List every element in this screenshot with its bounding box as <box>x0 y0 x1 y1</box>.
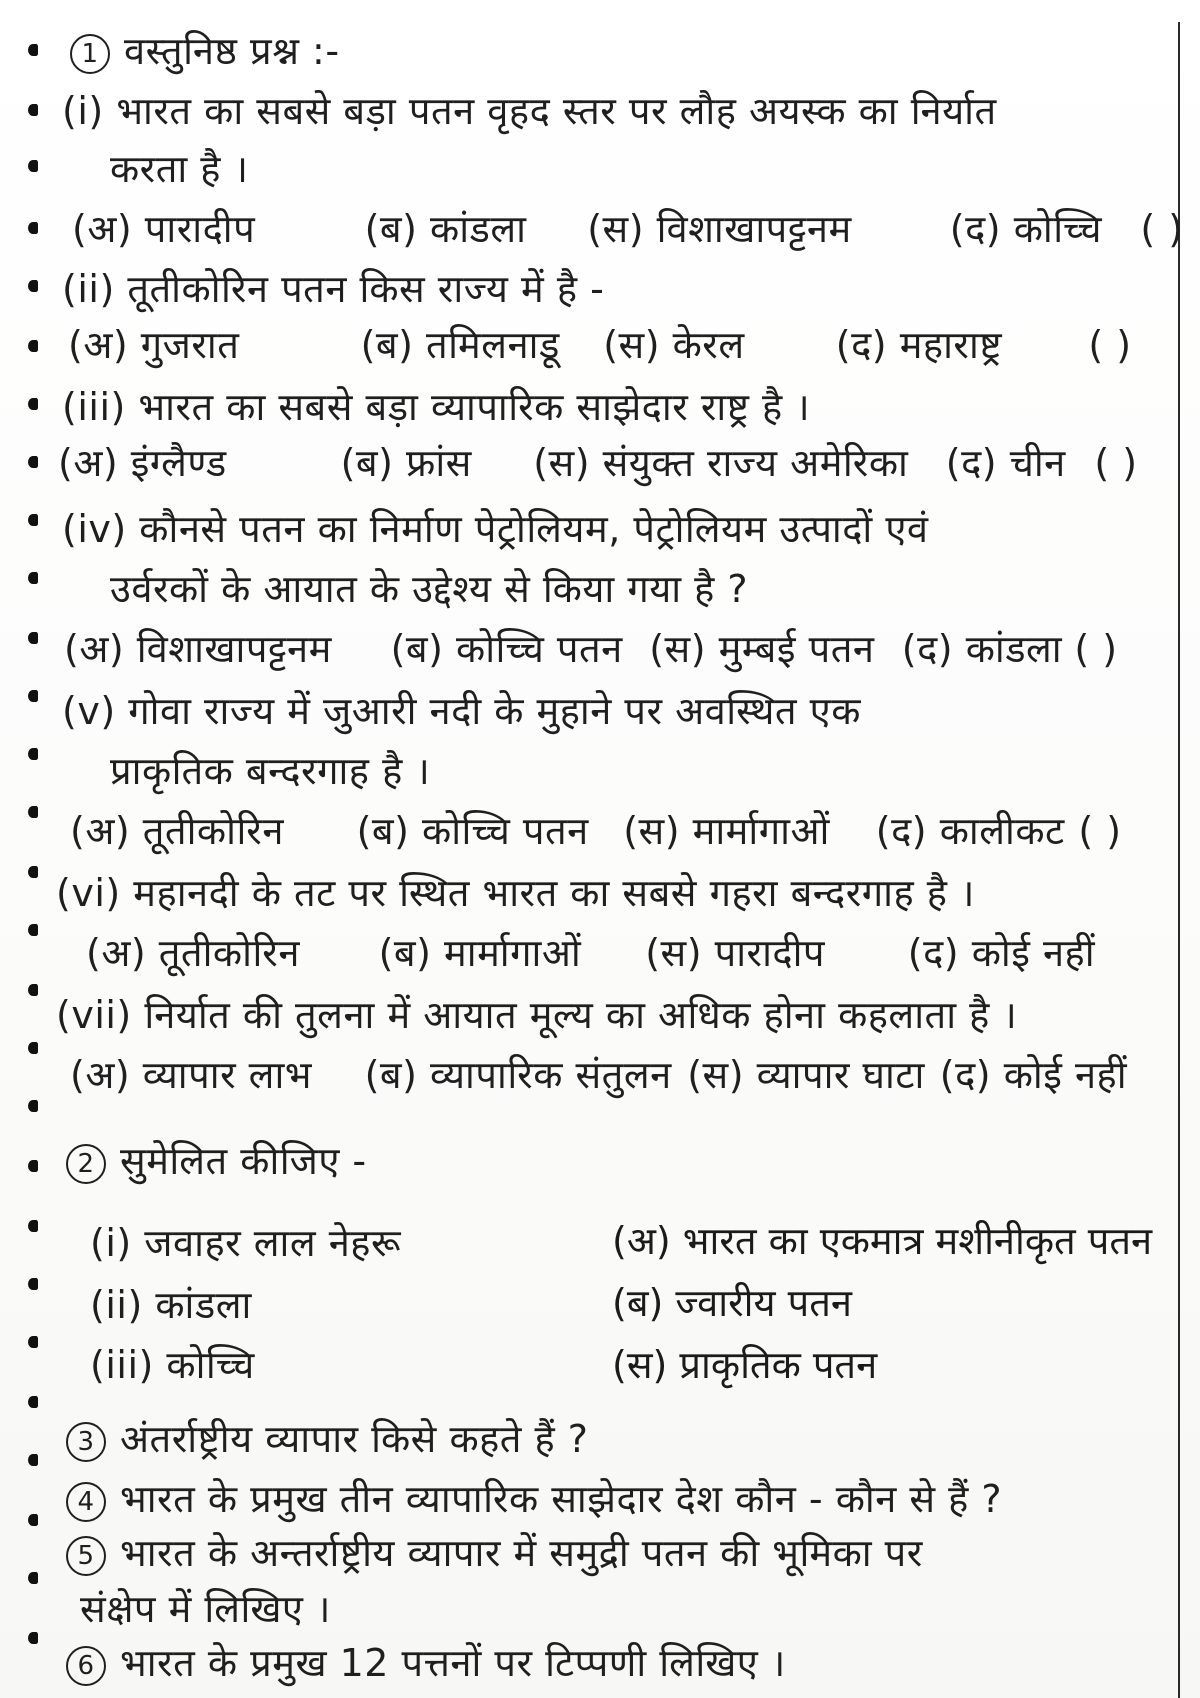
item-text: महानदी के तट पर स्थित भारत का सबसे गहरा बन्दरगाह है । <box>133 871 975 915</box>
option-b: (ब) कांडला <box>364 207 527 251</box>
item-text: भारत का सबसे बड़ा व्यापारिक साझेदार राष्ट्र है । <box>138 385 811 429</box>
item-text: तूतीकोरिन पतन किस राज्य में है - <box>127 267 605 311</box>
option-d: (द) कालीकट <box>875 809 1065 853</box>
item-label: (i) <box>62 89 104 133</box>
match-right-c: (स) प्राकृतिक पतन <box>612 1343 878 1387</box>
binder-bullet <box>28 1220 38 1232</box>
binder-bullet <box>28 222 38 234</box>
q1-item-v-cont <box>110 749 431 793</box>
q1-item-vii <box>56 993 1018 1037</box>
q4-text: भारत के प्रमुख तीन व्यापारिक साझेदार देश कौन - कौन से हैं ? <box>120 1477 1003 1521</box>
option-b: (ब) व्यापारिक संतुलन <box>364 1053 672 1097</box>
answer-blank: ( ) <box>1140 207 1184 251</box>
option-d: (द) कोई नहीं <box>939 1053 1128 1097</box>
q1-item-vi-options <box>86 931 1096 975</box>
item-text-cont: उर्वरकों के आयात के उद्देश्य से किया गया है ? <box>110 567 749 611</box>
option-c: (स) पारादीप <box>645 931 826 975</box>
option-d: (द) कोच्चि <box>949 207 1103 251</box>
option-a: (अ) तूतीकोरिन <box>86 931 300 975</box>
binder-bullet <box>28 1336 38 1348</box>
option-a: (अ) गुजरात <box>68 323 240 367</box>
binder-bullet <box>28 690 38 702</box>
option-b: (ब) फ्रांस <box>340 441 472 485</box>
item-text: भारत का सबसे बड़ा पतन वृहद स्तर पर लौह अयस्क का निर्यात <box>116 89 997 133</box>
q5-cont: संक्षेप में लिखिए । <box>80 1587 331 1631</box>
q1-item-iv <box>62 507 929 551</box>
binder-bullet <box>28 44 38 56</box>
match-right-a: (अ) भारत का एकमात्र मशीनीकृत पतन <box>612 1219 1153 1263</box>
q6-number: 6 <box>66 1646 106 1686</box>
item-label: (vi) <box>56 871 121 915</box>
option-a: (अ) पारादीप <box>72 207 256 251</box>
binder-bullet <box>28 104 38 116</box>
q1-item-iv-options <box>64 627 1118 671</box>
binder-bullet <box>28 514 38 526</box>
option-c: (स) केरल <box>603 323 745 367</box>
match-left-1: (i) जवाहर लाल नेहरू <box>90 1221 401 1265</box>
item-text: निर्यात की तुलना में आयात मूल्य का अधिक होना कहलाता है । <box>144 993 1018 1037</box>
binder-bullet <box>28 398 38 410</box>
answer-blank: ( ) <box>1078 809 1122 853</box>
option-c: (स) मुम्बई पतन <box>649 627 875 671</box>
q1-heading <box>70 29 340 74</box>
binder-bullet <box>28 340 38 352</box>
binder-bullet <box>28 748 38 760</box>
q6-text: भारत के प्रमुख 12 पत्तनों पर टिप्पणी लिखिए । <box>120 1641 786 1685</box>
item-text-cont: करता है । <box>110 147 249 191</box>
answer-blank: ( ) <box>1074 627 1118 671</box>
q1-item-iii-options <box>58 441 1138 485</box>
option-a: (अ) तूतीकोरिन <box>70 809 284 853</box>
option-c: (स) संयुक्त राज्य अमेरिका <box>533 441 909 485</box>
q1-heading-text: वस्तुनिष्ठ प्रश्न :- <box>124 29 340 73</box>
q1-item-vii-options <box>70 1053 1128 1097</box>
q1-item-v-options <box>70 809 1122 853</box>
match-left-3: (iii) कोच्चि <box>90 1343 255 1387</box>
match-left-2: (ii) कांडला <box>90 1283 252 1327</box>
answer-blank: ( ) <box>1094 441 1138 485</box>
binder-bullet <box>28 280 38 292</box>
binder-bullet <box>28 572 38 584</box>
item-text: कौनसे पतन का निर्माण पेट्रोलियम, पेट्रोलियम उत्पादों एवं <box>139 507 929 551</box>
option-d: (द) कोई नहीं <box>907 931 1096 975</box>
item-label: (ii) <box>62 267 115 311</box>
q1-item-iii <box>62 385 811 429</box>
binder-bullet <box>28 456 38 468</box>
option-d: (द) चीन <box>945 441 1066 485</box>
q1-item-i-options <box>72 207 1184 251</box>
option-d: (द) महाराष्ट्र <box>835 323 1003 367</box>
item-text: गोवा राज्य में जुआरी नदी के मुहाने पर अवस्थित एक <box>128 689 861 733</box>
binder-bullet <box>28 984 38 996</box>
q5 <box>66 1531 923 1576</box>
binder-bullet <box>28 1632 38 1644</box>
q1-item-ii-options <box>68 323 1132 367</box>
item-label: (vii) <box>56 993 132 1037</box>
option-c: (स) व्यापार घाटा <box>687 1053 925 1097</box>
option-c: (स) मार्मागाओं <box>623 809 830 853</box>
q2-number: 2 <box>66 1144 106 1184</box>
q1-item-i <box>62 89 997 133</box>
binder-bullet <box>28 806 38 818</box>
q1-item-vi <box>56 871 975 915</box>
match-right-b: (ब) ज्वारीय पतन <box>612 1281 852 1325</box>
page-margin-line <box>1178 22 1180 1698</box>
q4-number: 4 <box>66 1482 106 1522</box>
item-label: (iii) <box>62 385 126 429</box>
q2-heading <box>66 1139 367 1184</box>
q3-text: अंतर्राष्ट्रीय व्यापार किसे कहते हैं ? <box>120 1417 589 1461</box>
q2-heading-text: सुमेलित कीजिए - <box>120 1139 367 1183</box>
binder-bullet <box>28 1514 38 1526</box>
option-a: (अ) विशाखापट्टनम <box>64 627 332 671</box>
option-b: (ब) कोच्चि पतन <box>356 809 589 853</box>
q5-text: भारत के अन्तर्राष्ट्रीय व्यापार में समुद्री पतन की भूमिका पर <box>120 1531 923 1575</box>
option-a: (अ) व्यापार लाभ <box>70 1053 313 1097</box>
option-b: (ब) मार्मागाओं <box>378 931 582 975</box>
q6 <box>66 1641 786 1686</box>
q3-number: 3 <box>66 1422 106 1462</box>
binder-bullet <box>28 1396 38 1408</box>
q1-item-i-cont <box>110 147 249 191</box>
option-b: (ब) कोच्चि पतन <box>390 627 623 671</box>
binder-bullet <box>28 866 38 878</box>
binder-bullet <box>28 1160 38 1172</box>
q5-number: 5 <box>66 1536 106 1576</box>
item-label: (v) <box>62 689 116 733</box>
binder-bullet <box>28 1454 38 1466</box>
item-text-cont: प्राकृतिक बन्दरगाह है । <box>110 749 431 793</box>
option-c: (स) विशाखापट्टनम <box>587 207 852 251</box>
option-a: (अ) इंग्लैण्ड <box>58 441 227 485</box>
binder-bullet <box>28 160 38 172</box>
binder-bullet <box>28 1100 38 1112</box>
binder-bullet <box>28 924 38 936</box>
q1-item-iv-cont <box>110 567 749 611</box>
binder-bullet <box>28 1042 38 1054</box>
q3 <box>66 1417 589 1462</box>
q1-item-ii <box>62 267 605 311</box>
option-b: (ब) तमिलनाडू <box>360 323 560 367</box>
q1-number: 1 <box>70 34 110 74</box>
binder-bullet <box>28 1572 38 1584</box>
q4 <box>66 1477 1003 1522</box>
answer-blank: ( ) <box>1088 323 1132 367</box>
q1-item-v <box>62 689 861 733</box>
binder-bullet <box>28 632 38 644</box>
item-label: (iv) <box>62 507 127 551</box>
option-d: (द) कांडला <box>901 627 1063 671</box>
binder-bullet <box>28 1278 38 1290</box>
